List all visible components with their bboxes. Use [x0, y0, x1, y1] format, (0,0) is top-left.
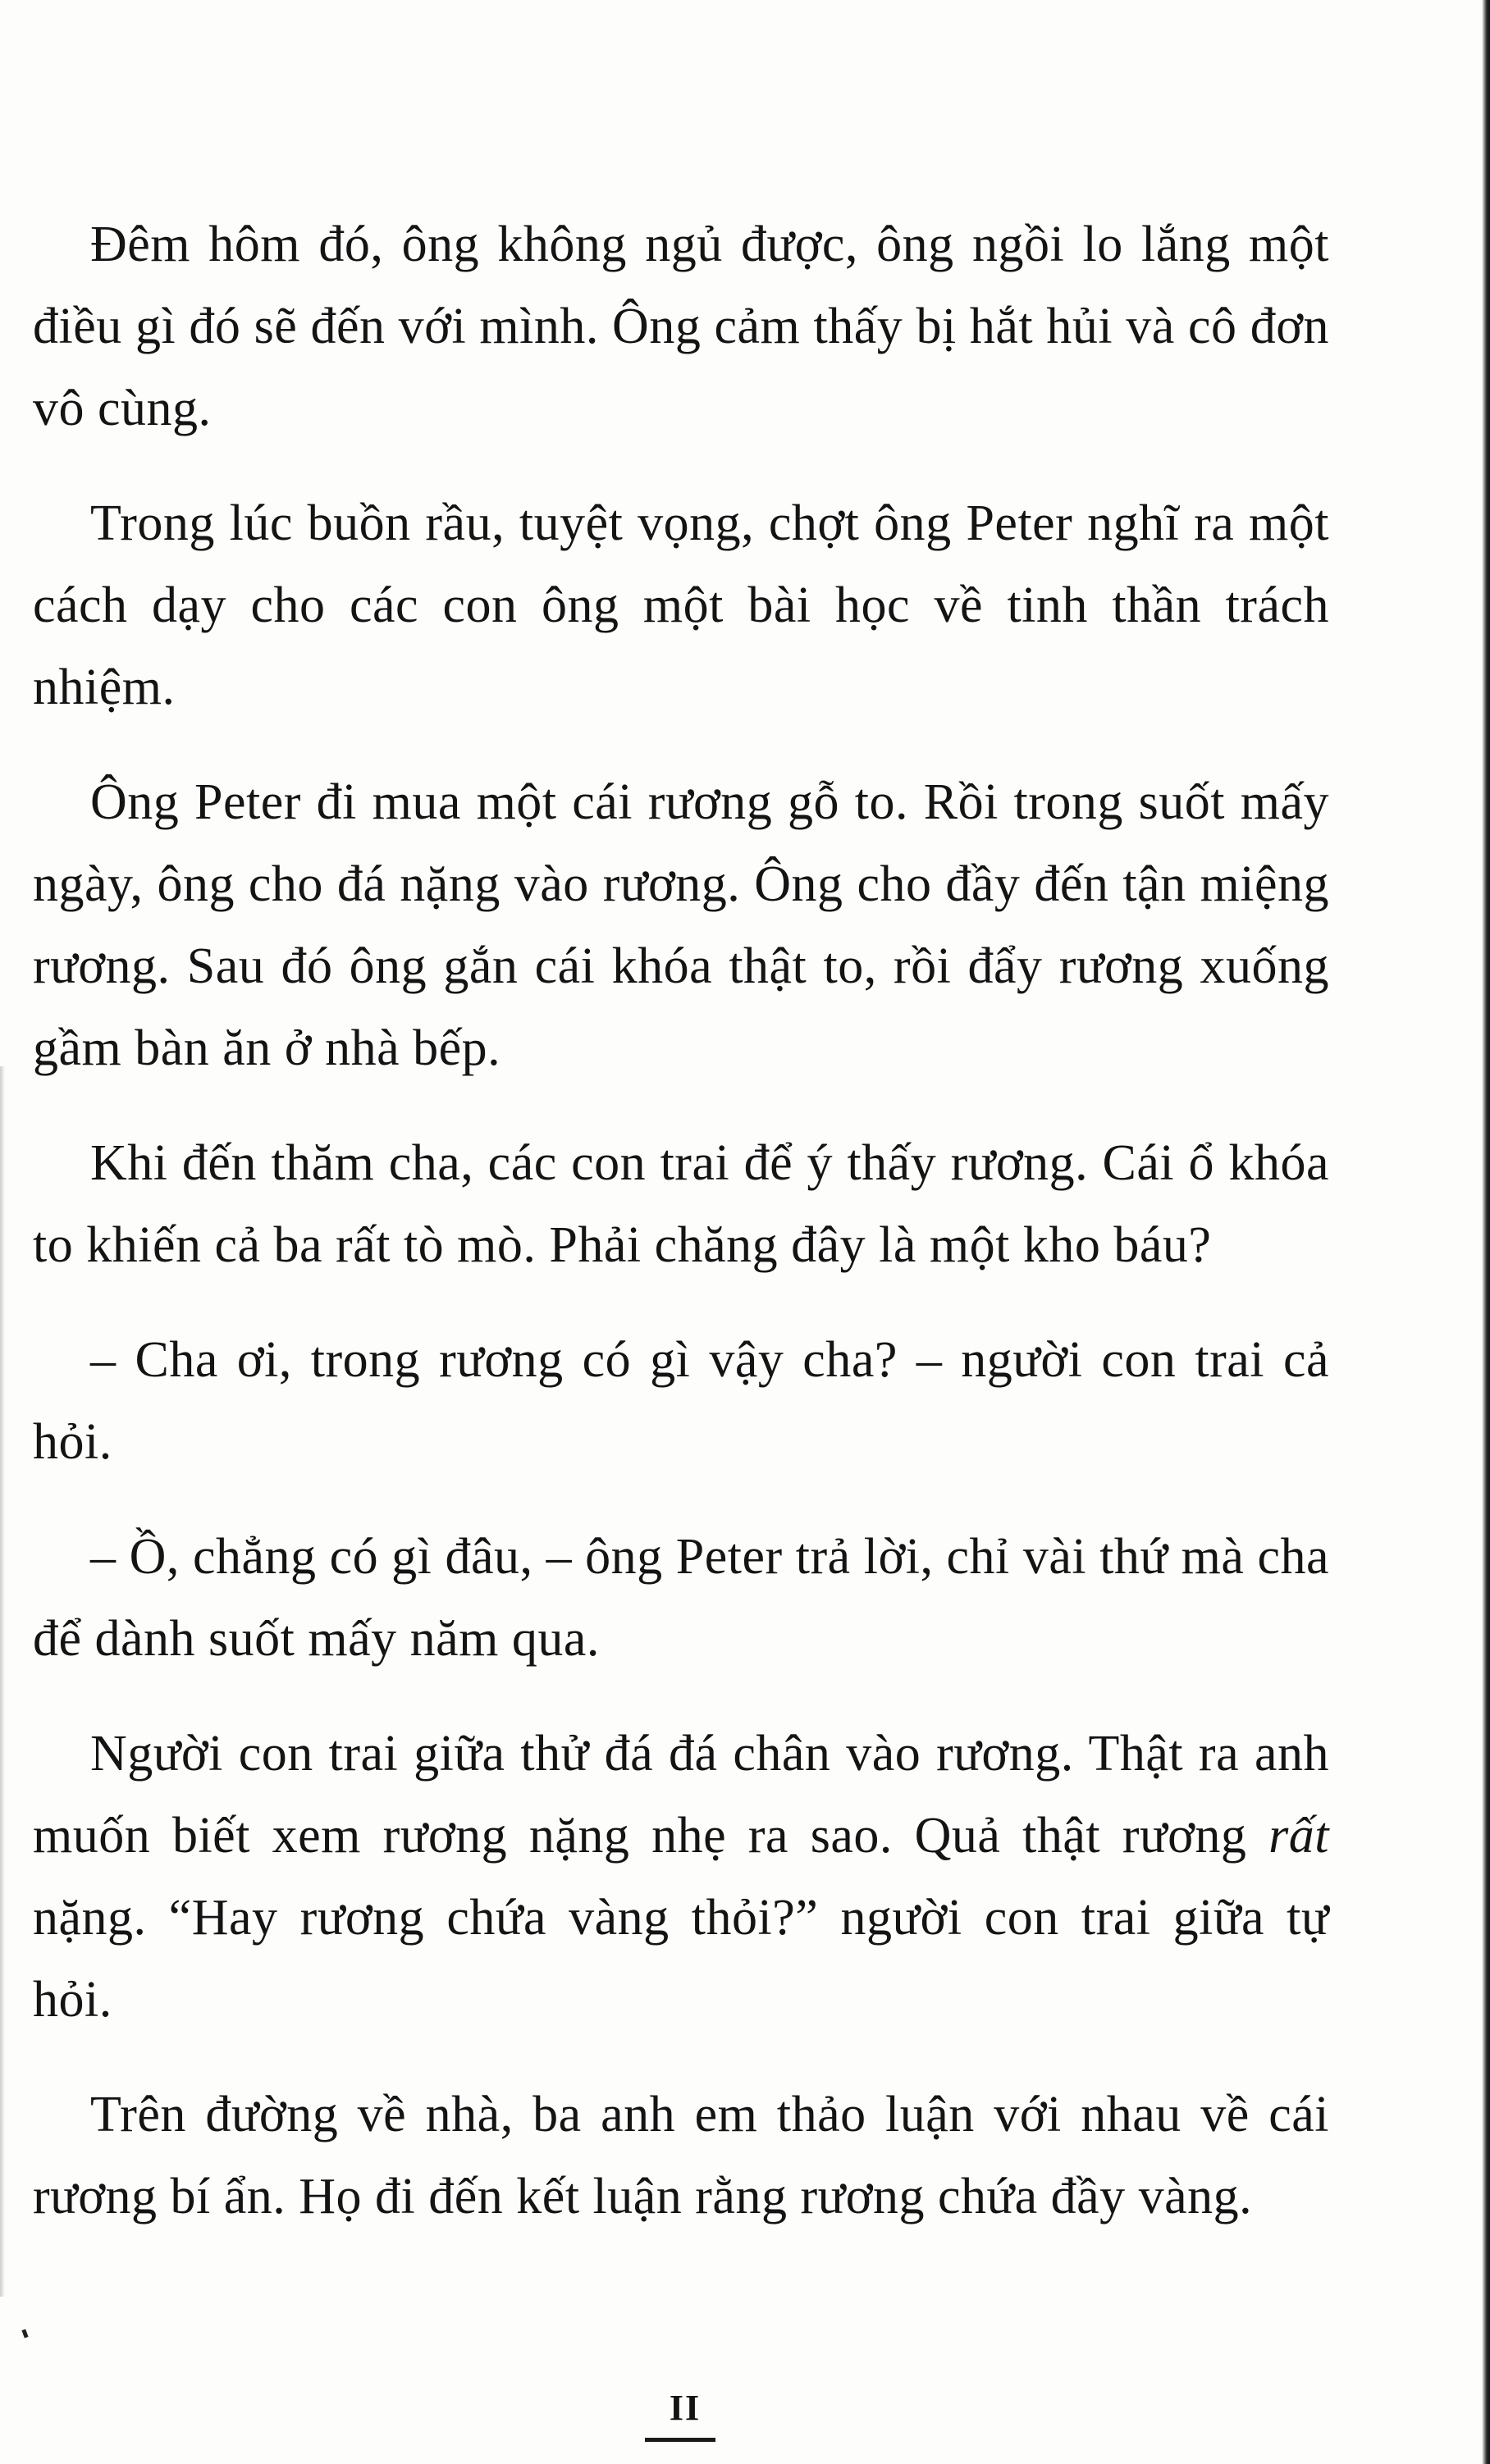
paragraph-8: Trên đường về nhà, ba anh em thảo luận với nhau về cái rương bí ẩn. Họ đi đến kết luận rằng rương chứa đầy vàng.: [33, 2087, 1329, 2224]
paragraph-3: Ông Peter đi mua một cái rương gỗ to. Rồi trong suốt mấy ngày, ông cho đá nặng vào rương. Ông cho đầy đến tận miệng rương. Sau đó ông gắn cái khóa thật to, rồi đẩy rương xuống gầm bàn ăn ở nhà bếp.: [33, 774, 1329, 1076]
page-right-edge: [1482, 0, 1490, 2464]
page-number: II: [669, 2388, 702, 2428]
paragraph-1: Đêm hôm đó, ông không ngủ được, ông ngồi lo lắng một điều gì đó sẽ đến với mình. Ông cảm thấy bị hắt hủi và cô đơn vô cùng.: [33, 217, 1329, 436]
paragraph-7-emphasis: rất: [1268, 1808, 1329, 1864]
scan-speck: [21, 2329, 28, 2338]
paragraph-7-part-2: nặng. “Hay rương chứa vàng thỏi?” người con trai giữa tự hỏi.: [33, 1890, 1329, 2028]
paragraph-4: Khi đến thăm cha, các con trai để ý thấy rương. Cái ổ khóa to khiến cả ba rất tò mò. Phải chăng đây là một kho báu?: [33, 1135, 1329, 1273]
paragraph-7: [33, 1713, 1329, 2041]
page-number-underline: [645, 2438, 715, 2442]
body-text: [33, 203, 1329, 2270]
paragraph-2: Trong lúc buồn rầu, tuyệt vọng, chợt ông Peter nghĩ ra một cách dạy cho các con ông một bài học về tinh thần trách nhiệm.: [33, 495, 1329, 715]
paragraph-7-part-1: Người con trai giữa thử đá đá chân vào rương. Thật ra anh muốn biết xem rương nặng nhẹ ra sao. Quả thật rương: [33, 1726, 1329, 1864]
dialogue-peter-reply: – Ồ, chẳng có gì đâu, – ông Peter trả lời, chỉ vài thứ mà cha để dành suốt mấy năm qua.: [33, 1529, 1329, 1667]
dialogue-eldest-son: – Cha ơi, trong rương có gì vậy cha? – người con trai cả hỏi.: [33, 1332, 1329, 1470]
page-left-shadow: [0, 1066, 5, 2297]
